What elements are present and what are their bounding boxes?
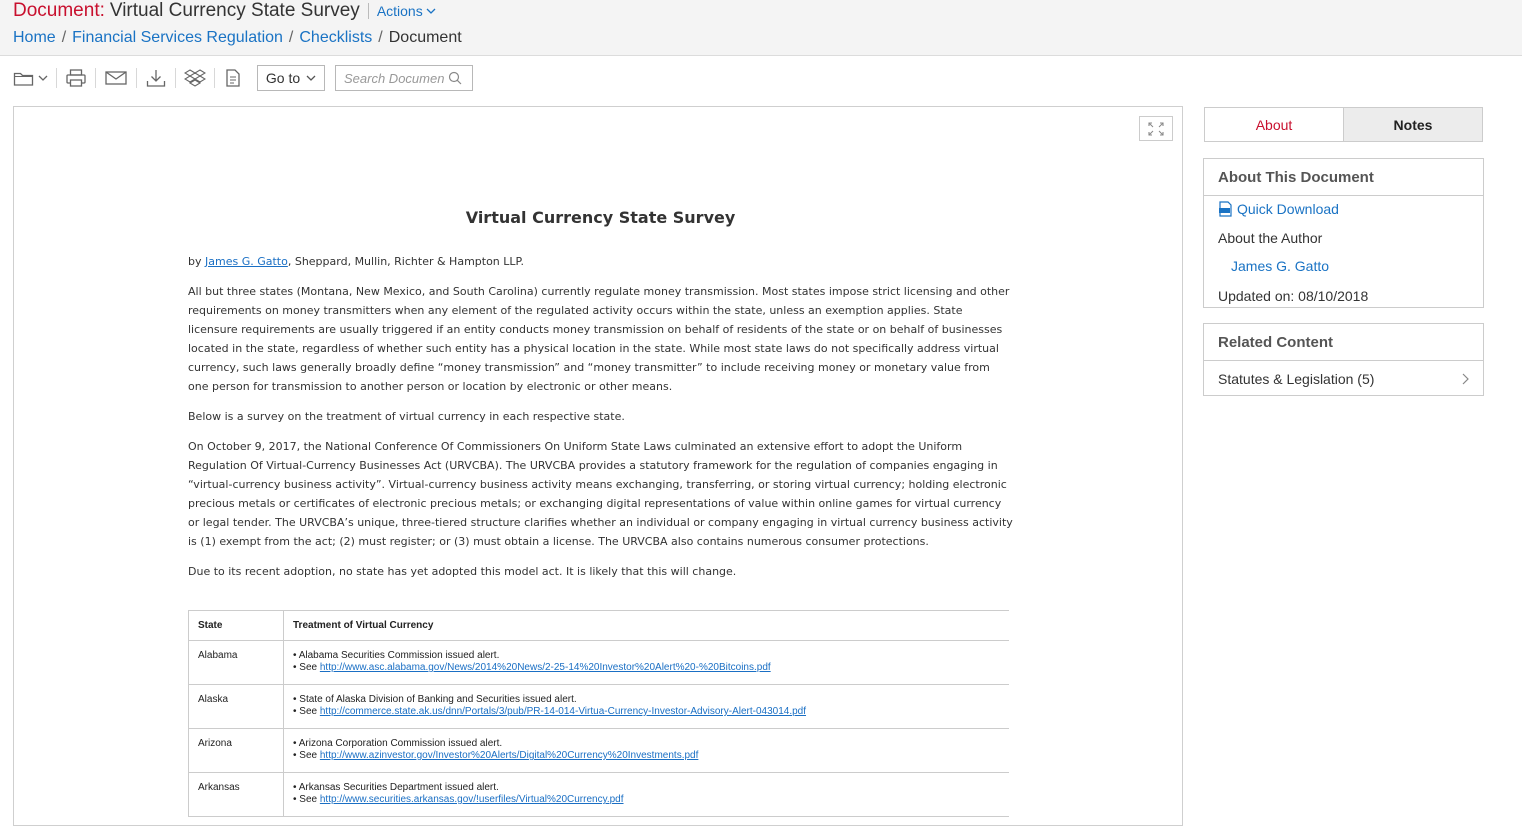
breadcrumb-checklists[interactable]: Checklists xyxy=(299,29,373,46)
document-view-button[interactable] xyxy=(223,64,243,92)
goto-dropdown[interactable] xyxy=(257,65,325,91)
search-input[interactable] xyxy=(344,71,444,86)
document-icon xyxy=(223,68,243,88)
sidebar-tabs xyxy=(1204,107,1483,142)
table-row xyxy=(189,641,1010,685)
toolbar-divider xyxy=(56,68,57,88)
chevron-down-icon xyxy=(38,75,48,82)
see-prefix: • See xyxy=(293,794,320,805)
related-item-statutes[interactable] xyxy=(1204,361,1483,396)
byline-prefix: by xyxy=(188,255,205,268)
state-cell: Alabama xyxy=(189,641,284,685)
folder-button[interactable] xyxy=(13,64,48,92)
alert-text: • Alabama Securities Commission issued alert. xyxy=(293,650,500,661)
table-row xyxy=(189,773,1010,817)
printer-icon xyxy=(65,68,87,88)
document-prefix: Document: xyxy=(13,0,105,21)
breadcrumb-current: Document xyxy=(388,29,462,46)
quick-download-link[interactable] xyxy=(1218,201,1339,217)
email-button[interactable] xyxy=(104,64,128,92)
breadcrumb-separator: / xyxy=(378,29,383,46)
paragraph-survey-note: Below is a survey on the treatment of virtual currency in each respective state. xyxy=(188,410,625,423)
byline xyxy=(188,252,1013,271)
state-cell: Alaska xyxy=(189,685,284,729)
search-box xyxy=(335,65,473,91)
folder-icon xyxy=(13,69,35,87)
header-bar xyxy=(0,0,1522,56)
toolbar-divider xyxy=(175,68,176,88)
breadcrumb-separator: / xyxy=(288,29,294,46)
document-toolbar xyxy=(13,64,473,92)
table-row xyxy=(189,729,1010,773)
document-heading: Virtual Currency State Survey xyxy=(465,208,736,227)
column-header-state: State xyxy=(189,611,284,641)
search-icon[interactable] xyxy=(448,71,462,85)
state-cell: Arkansas xyxy=(189,773,284,817)
author-link[interactable]: James G. Gatto xyxy=(205,255,288,268)
state-survey-table xyxy=(188,610,1009,817)
column-header-treatment: Treatment of Virtual Currency xyxy=(284,611,1010,641)
quick-download-label: Quick Download xyxy=(1237,201,1339,217)
breadcrumb-financial-services[interactable]: Financial Services Regulation xyxy=(72,29,283,46)
print-button[interactable] xyxy=(65,64,87,92)
actions-menu[interactable] xyxy=(377,3,436,19)
download-button[interactable] xyxy=(145,64,167,92)
see-prefix: • See xyxy=(293,706,320,717)
chevron-right-icon xyxy=(1461,373,1469,385)
treatment-cell xyxy=(284,773,1010,817)
pdf-file-icon xyxy=(1218,201,1233,217)
paragraph-urvcba: On October 9, 2017, the National Conference Of Commissioners On Uniform State Laws culminated an extensive effort to adopt the Uniform Regulation Of Virtual-Currency Businesses Act (URVCBA). The URVCBA provides a statutory framework for the regulation of companies engaging in “virtual-currency business activity”. Virtual-currency business activity means exchanging, transferring, or storing virtual currency; holding electronic precious metals or certificates of electronic precious metals; or exchanging digital representations of value within online games for virtual currency or legal tender. The URVCBA’s unique, three-tiered structure clarifies whether an individual or company engaging in virtual currency business activity is (1) exempt from the act; (2) must register; or (3) must obtain a license. The URVCBA also contains numerous consumer protections. xyxy=(188,440,1013,548)
source-link[interactable]: http://commerce.state.ak.us/dnn/Portals/3/pub/PR-14-014-Virtua-Currency-Investor-Advisory-Alert-043014.pdf xyxy=(319,706,807,717)
related-item-label: Statutes & Legislation (5) xyxy=(1218,370,1375,387)
table-header-row xyxy=(189,611,1010,641)
breadcrumb xyxy=(13,28,462,48)
dropbox-button[interactable] xyxy=(184,64,206,92)
tab-about[interactable]: About xyxy=(1205,108,1343,141)
paragraph-intro: All but three states (Montana, New Mexico, and South Carolina) currently regulate money transmission. Most states impose strict licensing and other requirements on money transmitters when any element of the regulated activity occurs within the state, unless an exemption applies. State licensure requirements are usually triggered if an entity conducts money transmission on behalf of residents of the state or on behalf of businesses located in the state, regardless of whether such entity has a physical location in the state. While most state laws do not specifically address virtual currency, such laws generally broadly define “money transmission” and “money transmitter” to include receiving money or monetary value from one person for transmission to another person or location by electronic or other means. xyxy=(188,285,1010,393)
document-title-row xyxy=(13,0,436,22)
source-link[interactable]: http://www.securities.arkansas.gov/!userfiles/Virtual%20Currency.pdf xyxy=(319,794,624,805)
treatment-cell xyxy=(284,641,1010,685)
chevron-down-icon xyxy=(426,8,436,15)
toolbar-divider xyxy=(214,68,215,88)
byline-firm: , Sheppard, Mullin, Richter & Hampton LLP. xyxy=(287,255,524,268)
breadcrumb-home[interactable]: Home xyxy=(13,29,56,46)
toolbar-divider xyxy=(136,68,137,88)
author-profile-link[interactable]: James G. Gatto xyxy=(1231,258,1330,274)
fullscreen-button[interactable] xyxy=(1139,116,1173,141)
treatment-cell xyxy=(284,685,1010,729)
chevron-down-icon xyxy=(306,75,316,82)
page-title: Virtual Currency State Survey xyxy=(109,0,360,21)
alert-text: • Arizona Corporation Commission issued alert. xyxy=(293,738,503,749)
document-body xyxy=(188,205,1013,592)
see-prefix: • See xyxy=(293,662,320,673)
see-line xyxy=(293,662,1000,674)
table-row xyxy=(189,685,1010,729)
title-divider xyxy=(368,3,369,19)
dropbox-icon xyxy=(184,68,206,88)
source-link[interactable]: http://www.asc.alabama.gov/News/2014%20News/2-25-14%20Investor%20Alert%20-%20Bitcoins.pdf xyxy=(319,662,771,673)
goto-label: Go to xyxy=(265,70,301,86)
tab-notes[interactable]: Notes xyxy=(1343,108,1482,141)
see-prefix: • See xyxy=(293,750,320,761)
expand-icon xyxy=(1147,121,1165,137)
download-icon xyxy=(145,68,167,88)
source-link[interactable]: http://www.azinvestor.gov/Investor%20Alerts/Digital%20Currency%20Investments.pdf xyxy=(319,750,699,761)
toolbar-divider xyxy=(95,68,96,88)
paragraph-adoption: Due to its recent adoption, no state has yet adopted this model act. It is likely that this will change. xyxy=(188,565,737,578)
see-line xyxy=(293,794,1000,806)
related-heading: Related Content xyxy=(1204,324,1483,361)
alert-text: • State of Alaska Division of Banking and Securities issued alert. xyxy=(293,694,577,705)
state-cell: Arizona xyxy=(189,729,284,773)
see-line xyxy=(293,706,1000,718)
see-line xyxy=(293,750,1000,762)
breadcrumb-separator: / xyxy=(61,29,67,46)
about-document-panel xyxy=(1203,158,1484,308)
actions-label: Actions xyxy=(376,3,423,19)
about-heading: About This Document xyxy=(1204,159,1483,196)
related-content-panel xyxy=(1203,323,1484,396)
alert-text: • Arkansas Securities Department issued alert. xyxy=(293,782,499,793)
treatment-cell xyxy=(284,729,1010,773)
envelope-icon xyxy=(104,69,128,87)
about-author-label: About the Author xyxy=(1218,230,1323,246)
updated-date: Updated on: 08/10/2018 xyxy=(1218,288,1369,304)
